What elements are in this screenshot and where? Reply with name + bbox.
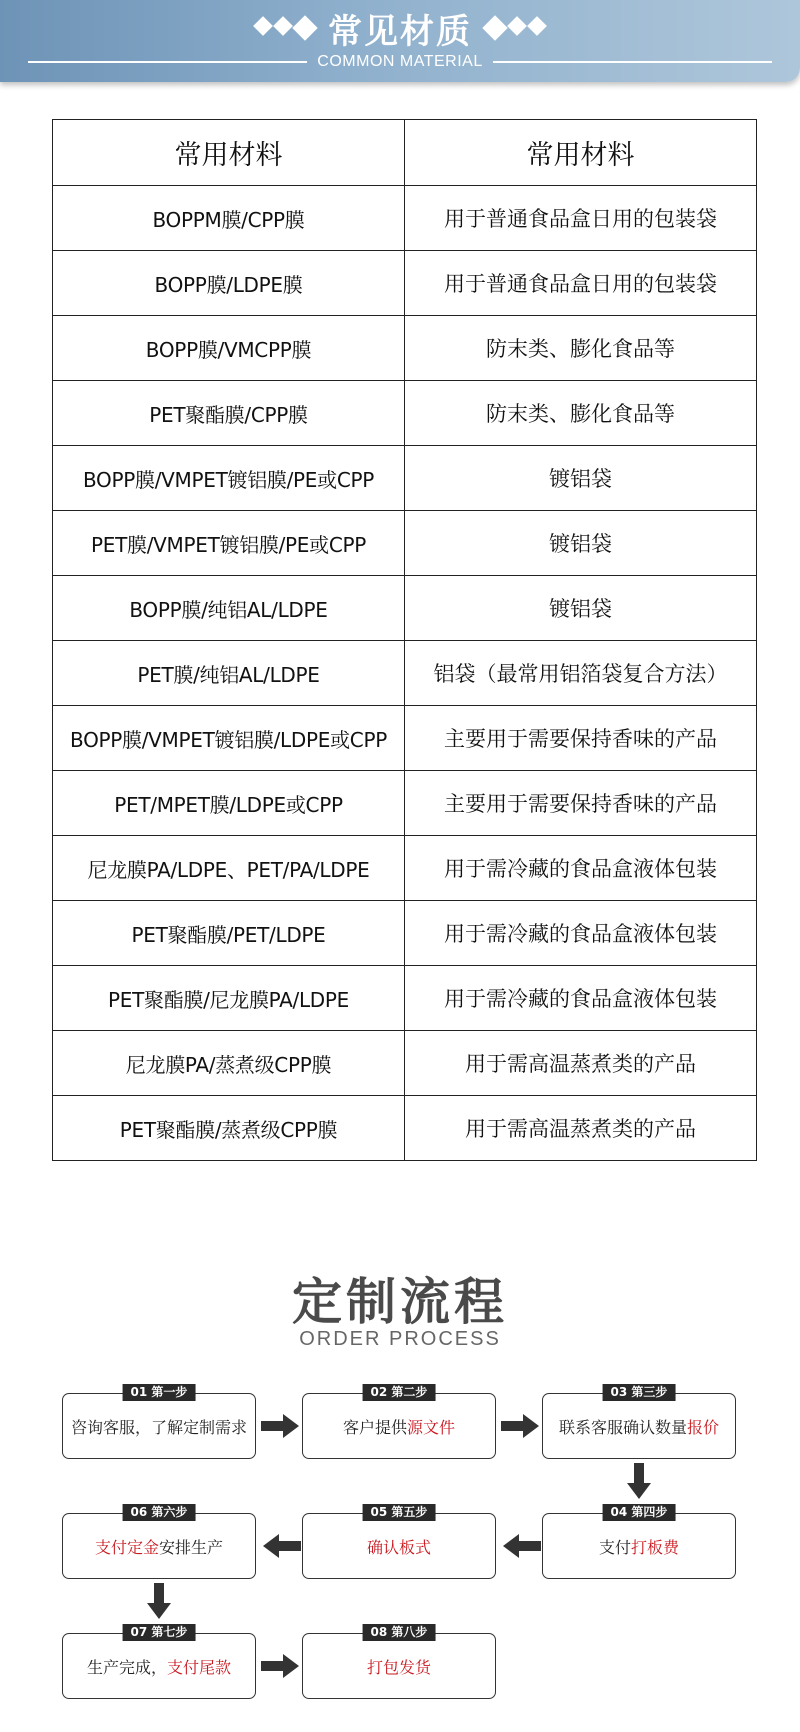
step-tag: 04 第四步	[603, 1504, 676, 1521]
material-cell: PET膜/VMPET镀铝膜/PE或CPP	[53, 511, 405, 576]
material-cell: 尼龙膜PA/蒸煮级CPP膜	[53, 1031, 405, 1096]
process-subtitle: ORDER PROCESS	[299, 1328, 501, 1350]
usage-cell: 主要用于需要保持香味的产品	[405, 771, 757, 836]
material-cell: BOPP膜/VMCPP膜	[53, 316, 405, 381]
arrow-right-icon	[501, 1414, 541, 1438]
table-header-cell: 常用材料	[53, 120, 405, 186]
divider-line	[28, 61, 307, 63]
step-tag: 02 第二步	[363, 1384, 436, 1401]
step-highlight: 确认板式	[366, 1537, 431, 1557]
step-highlight: 打板费	[631, 1537, 680, 1557]
process-step-3	[542, 1385, 736, 1459]
diamond-right-icon	[486, 19, 544, 37]
table-row	[53, 186, 757, 251]
step-text: 咨询客服，了解定制需求	[70, 1417, 247, 1437]
material-cell: PET聚酯膜/蒸煮级CPP膜	[53, 1096, 405, 1161]
arrow-right-icon	[261, 1654, 301, 1678]
usage-cell: 用于需冷藏的食品盒液体包装	[405, 966, 757, 1031]
material-cell: PET聚酯膜/尼龙膜PA/LDPE	[53, 966, 405, 1031]
process-step-8	[302, 1625, 496, 1699]
usage-cell: 用于需冷藏的食品盒液体包装	[405, 901, 757, 966]
material-cell: BOPP膜/纯铝AL/LDPE	[53, 576, 405, 641]
step-tag: 03 第三步	[603, 1384, 676, 1401]
step-tag: 06 第六步	[123, 1504, 196, 1521]
table-row	[53, 836, 757, 901]
table-header-row	[53, 120, 757, 186]
step-tag: 07 第七步	[123, 1624, 196, 1641]
banner-subtitle-row	[28, 50, 772, 74]
arrow-left-icon	[261, 1534, 301, 1558]
usage-cell: 防末类、膨化食品等	[405, 381, 757, 446]
table-row	[53, 1031, 757, 1096]
table-row	[53, 706, 757, 771]
step-text: 安排生产	[159, 1537, 224, 1557]
process-step-6	[62, 1505, 256, 1579]
table-row	[53, 771, 757, 836]
step-tag: 08 第八步	[363, 1624, 436, 1641]
materials-table	[52, 119, 757, 1161]
material-cell: BOPPM膜/CPP膜	[53, 186, 405, 251]
process-step-4	[542, 1505, 736, 1579]
process-title: 定制流程	[292, 1273, 508, 1331]
process-step-7	[62, 1625, 256, 1699]
step-text: 支付	[598, 1537, 631, 1557]
table-header-cell: 常用材料	[405, 120, 757, 186]
banner-title: 常见材质	[328, 11, 472, 52]
step-text: 联系客服确认数量	[558, 1417, 687, 1437]
step-text: 生产完成，	[86, 1657, 167, 1677]
step-tag: 01 第一步	[123, 1384, 196, 1401]
section-banner	[0, 0, 800, 82]
material-cell: 尼龙膜PA/LDPE、PET/PA/LDPE	[53, 836, 405, 901]
usage-cell: 防末类、膨化食品等	[405, 316, 757, 381]
table-row	[53, 316, 757, 381]
table-row	[53, 1096, 757, 1161]
arrow-right-icon	[261, 1414, 301, 1438]
table-row	[53, 511, 757, 576]
diamond-left-icon	[256, 19, 314, 37]
usage-cell: 用于普通食品盒日用的包装袋	[405, 186, 757, 251]
divider-line	[493, 61, 772, 63]
step-tag: 05 第五步	[363, 1504, 436, 1521]
step-highlight: 报价	[687, 1417, 720, 1437]
step-highlight: 打包发货	[366, 1657, 431, 1677]
material-cell: BOPP膜/VMPET镀铝膜/LDPE或CPP	[53, 706, 405, 771]
material-cell: PET聚酯膜/PET/LDPE	[53, 901, 405, 966]
usage-cell: 镀铝袋	[405, 446, 757, 511]
material-cell: BOPP膜/VMPET镀铝膜/PE或CPP	[53, 446, 405, 511]
material-cell: PET膜/纯铝AL/LDPE	[53, 641, 405, 706]
material-cell: PET聚酯膜/CPP膜	[53, 381, 405, 446]
step-highlight: 源文件	[407, 1417, 456, 1437]
table-row	[53, 966, 757, 1031]
material-cell: BOPP膜/LDPE膜	[53, 251, 405, 316]
table-row	[53, 381, 757, 446]
process-step-5	[302, 1505, 496, 1579]
usage-cell: 主要用于需要保持香味的产品	[405, 706, 757, 771]
usage-cell: 用于需高温蒸煮类的产品	[405, 1031, 757, 1096]
table-row	[53, 641, 757, 706]
usage-cell: 用于普通食品盒日用的包装袋	[405, 251, 757, 316]
table-row	[53, 446, 757, 511]
process-step-1	[62, 1385, 256, 1459]
usage-cell: 用于需高温蒸煮类的产品	[405, 1096, 757, 1161]
arrow-down-icon	[147, 1583, 171, 1621]
table-row	[53, 576, 757, 641]
material-cell: PET/MPET膜/LDPE或CPP	[53, 771, 405, 836]
usage-cell: 镀铝袋	[405, 576, 757, 641]
table-row	[53, 901, 757, 966]
arrow-left-icon	[501, 1534, 541, 1558]
step-highlight: 支付定金	[94, 1537, 159, 1557]
arrow-down-icon	[627, 1463, 651, 1501]
step-highlight: 支付尾款	[167, 1657, 232, 1677]
table-row	[53, 251, 757, 316]
step-text: 客户提供	[342, 1417, 407, 1437]
usage-cell: 铝袋（最常用铝箔袋复合方法）	[405, 641, 757, 706]
banner-subtitle: COMMON MATERIAL	[317, 53, 483, 70]
usage-cell: 用于需冷藏的食品盒液体包装	[405, 836, 757, 901]
usage-cell: 镀铝袋	[405, 511, 757, 576]
process-step-2	[302, 1385, 496, 1459]
banner-title-row	[0, 6, 800, 50]
